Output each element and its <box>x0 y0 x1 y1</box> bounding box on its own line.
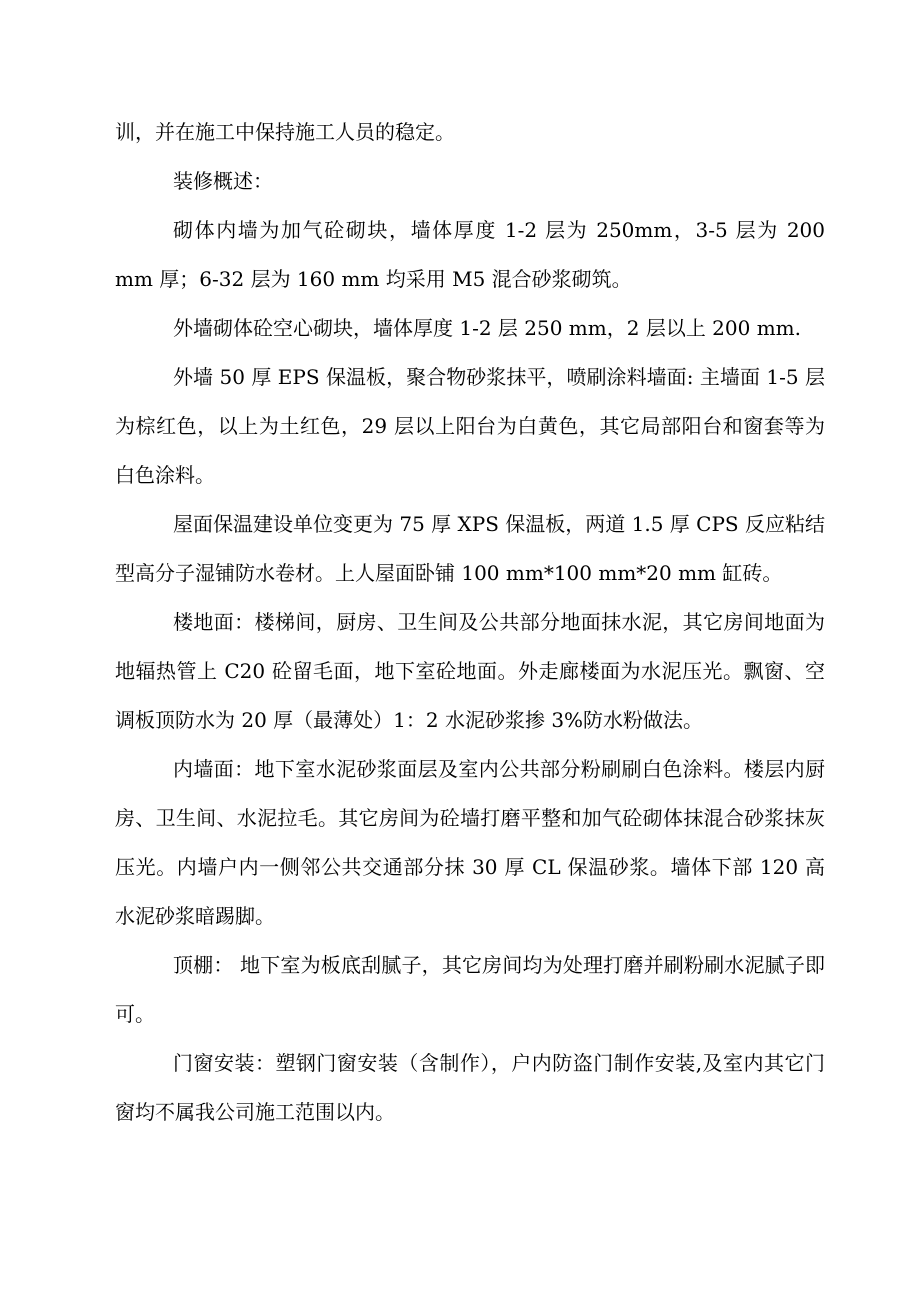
paragraph-outer-wall-masonry: 外墙砌体砼空心砌块，墙体厚度 1-2 层 250 mm，2 层以上 200 mm. <box>173 316 801 340</box>
paragraph-roof-insulation: 屋面保温建设单位变更为 75 厚 XPS 保温板，两道 1.5 厚 CPS 反应粘结型高分子湿铺防水卷材。上人屋面卧铺 100 mm*100 mm*20 mm 缸砖。 <box>115 512 825 585</box>
paragraph-floor-surface: 楼地面：楼梯间，厨房、卫生间及公共部分地面抹水泥，其它房间地面为地辐热管上 C20 砼留毛面，地下室砼地面。外走廊楼面为水泥压光。飘窗、空调板顶防水为 20 厚（最薄处）1：2 水泥砂浆掺 3%防水粉做法。 <box>115 610 825 732</box>
document-body <box>115 108 825 1137</box>
paragraph-doors-windows: 门窗安装：塑钢门窗安装（含制作），户内防盗门制作安装,及室内其它门窗均不属我公司施工范围以内。 <box>115 1051 825 1124</box>
paragraph-inner-wall-surface: 内墙面：地下室水泥砂浆面层及室内公共部分粉刷刷白色涂料。楼层内厨房、卫生间、水泥拉毛。其它房间为砼墙打磨平整和加气砼砌体抹混合砂浆抹灰压光。内墙户内一侧邻公共交通部分抹 30 厚 CL 保温砂浆。墙体下部 120 高水泥砂浆暗踢脚。 <box>115 757 825 928</box>
paragraph-outer-wall-insulation: 外墙 50 厚 EPS 保温板，聚合物砂浆抹平，喷刷涂料墙面: 主墙面 1-5 层为棕红色，以上为土红色，29 层以上阳台为白黄色，其它局部阳台和窗套等为白色涂料。 <box>115 365 825 487</box>
paragraph-ceiling: 顶棚： 地下室为板底刮腻子，其它房间均为处理打磨并刷粉刷水泥腻子即可。 <box>115 953 825 1026</box>
paragraph-continuation: 训，并在施工中保持施工人员的稳定。 <box>115 120 455 144</box>
paragraph-decoration-heading: 装修概述： <box>173 169 273 193</box>
paragraph-masonry-inner-wall: 砌体内墙为加气砼砌块，墙体厚度 1-2 层为 250mm，3-5 层为 200 mm 厚；6-32 层为 160 mm 均采用 M5 混合砂浆砌筑。 <box>115 218 825 291</box>
